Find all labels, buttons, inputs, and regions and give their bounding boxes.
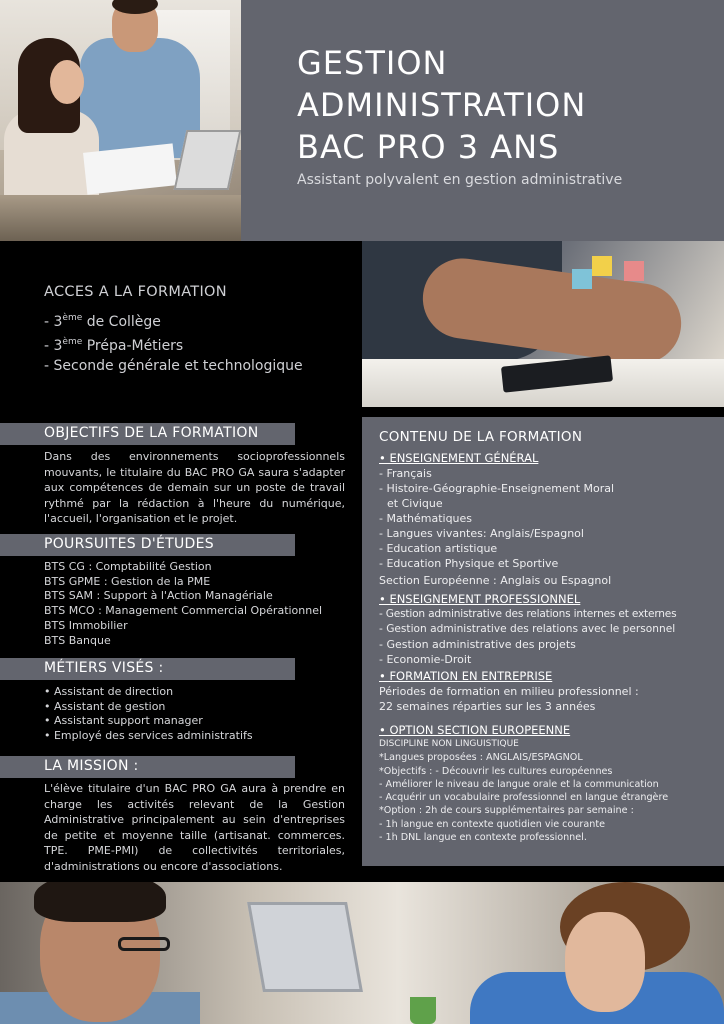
list-item: - Histoire-Géographie-Enseignement Moral <box>379 482 615 495</box>
list-item: *Objectifs : - Découvrir les cultures européennes <box>379 765 613 777</box>
page-subtitle: Assistant polyvalent en gestion administrative <box>297 172 623 188</box>
title-line-3: BAC PRO 3 ANS <box>297 128 560 166</box>
list-item: BTS Banque <box>44 633 111 647</box>
list-item: BTS CG : Comptabilité Gestion <box>44 560 212 573</box>
contenu-heading: CONTENU DE LA FORMATION <box>379 429 583 445</box>
list-item: BTS SAM : Support à l'Action Managériale <box>44 589 273 603</box>
list-item: Section Européenne : Anglais ou Espagnol <box>379 574 612 587</box>
metiers-heading: MÉTIERS VISÉS : <box>44 660 164 676</box>
list-item: - 1h DNL langue en contexte professionnel. <box>379 832 587 844</box>
list-item: - Gestion administrative des relations avec le personnel <box>379 623 676 635</box>
list-item: Périodes de formation en milieu professionnel : <box>379 685 639 698</box>
list-item: - Education artistique <box>379 542 498 555</box>
list-item: 22 semaines réparties sur les 3 années <box>379 700 596 713</box>
list-item: BTS MCO : Management Commercial Opérationnel <box>44 604 323 618</box>
contenu-panel <box>362 417 724 866</box>
list-item: • Employé des services administratifs <box>44 729 253 743</box>
list-item: *Langues proposées : ANGLAIS/ESPAGNOL <box>379 752 583 764</box>
list-item: - Améliorer le niveau de langue orale et la communication <box>379 778 659 790</box>
list-item: • Assistant de direction <box>44 685 174 698</box>
list-item: - Education Physique et Sportive <box>379 557 559 570</box>
list-item: et Civique <box>387 497 443 510</box>
office-meeting-photo <box>0 0 241 241</box>
acces-item: - Seconde générale et technologique <box>44 358 303 374</box>
acces-item: - 3ème Prépa-Métiers <box>44 337 184 354</box>
formation-entreprise-heading: • FORMATION EN ENTREPRISE <box>379 669 553 683</box>
enseignement-professionnel-heading: • ENSEIGNEMENT PROFESSIONNEL <box>379 592 581 606</box>
list-item: *Option : 2h de cours supplémentaires par semaine : <box>379 805 634 817</box>
poursuites-list <box>44 560 322 648</box>
poursuites-bar <box>0 534 295 556</box>
page-title <box>297 42 717 168</box>
list-item: - Economie-Droit <box>379 653 472 666</box>
list-item: DISCIPLINE NON LINGUISTIQUE <box>379 739 519 749</box>
list-item: BTS Immobilier <box>44 618 128 632</box>
title-panel <box>241 0 724 241</box>
list-item: • Assistant de gestion <box>44 699 166 713</box>
enseignement-professionnel <box>379 592 714 667</box>
mission-text: L'élève titulaire d'un BAC PRO GA aura à prendre en charge les activités relevant de la Gestion Administrative principalement au sein d'entreprises de petite et moyenne taille (artisanat. commerces. TPE. PME-PMI) de collectivités territoriales, d'administrations ou encore d'associations. <box>44 782 345 873</box>
option-section-europeenne <box>379 723 714 844</box>
objectifs-heading: OBJECTIFS DE LA FORMATION <box>44 425 259 441</box>
title-line-2: ADMINISTRATION <box>297 86 587 124</box>
mission-bar <box>0 756 295 778</box>
option-europeenne-heading: • OPTION SECTION EUROPEENNE <box>379 723 571 737</box>
objectifs-text: Dans des environnements socioprofessionnels mouvants, le titulaire du BAC PRO GA saura s'adapter aux compétences de demain sur un poste de travail rythmé par la rédaction à l'heure du numérique, l'accueil, l'organisation et le projet. <box>44 450 345 525</box>
list-item: - 1h langue en contexte quotidien vie courante <box>379 818 605 830</box>
acces-list <box>44 306 303 378</box>
list-item: BTS GPME : Gestion de la PME <box>44 574 211 588</box>
list-item: - Français <box>379 467 432 480</box>
acces-item: - 3ème de Collège <box>44 313 161 330</box>
team-meeting-photo <box>0 882 724 1024</box>
metiers-list <box>44 685 253 744</box>
list-item: - Acquérir un vocabulaire professionnel en langue étrangère <box>379 792 669 804</box>
list-item: - Gestion administrative des projets <box>379 638 576 651</box>
title-line-1: GESTION <box>297 44 448 82</box>
list-item: - Langues vivantes: Anglais/Espagnol <box>379 527 584 540</box>
poursuites-heading: POURSUITES D'ÉTUDES <box>44 536 214 552</box>
list-item: - Gestion administrative des relations internes et externes <box>379 608 677 620</box>
enseignement-general <box>379 451 714 588</box>
acces-heading: ACCES A LA FORMATION <box>44 284 227 300</box>
metiers-bar <box>0 658 295 680</box>
list-item: - Mathématiques <box>379 512 473 525</box>
list-item: • Assistant support manager <box>44 714 203 728</box>
enseignement-general-heading: • ENSEIGNEMENT GÉNÉRAL <box>379 451 539 465</box>
mission-heading: LA MISSION : <box>44 758 139 774</box>
calculator-work-photo <box>362 241 724 407</box>
formation-entreprise <box>379 669 714 714</box>
objectifs-bar <box>0 423 295 445</box>
